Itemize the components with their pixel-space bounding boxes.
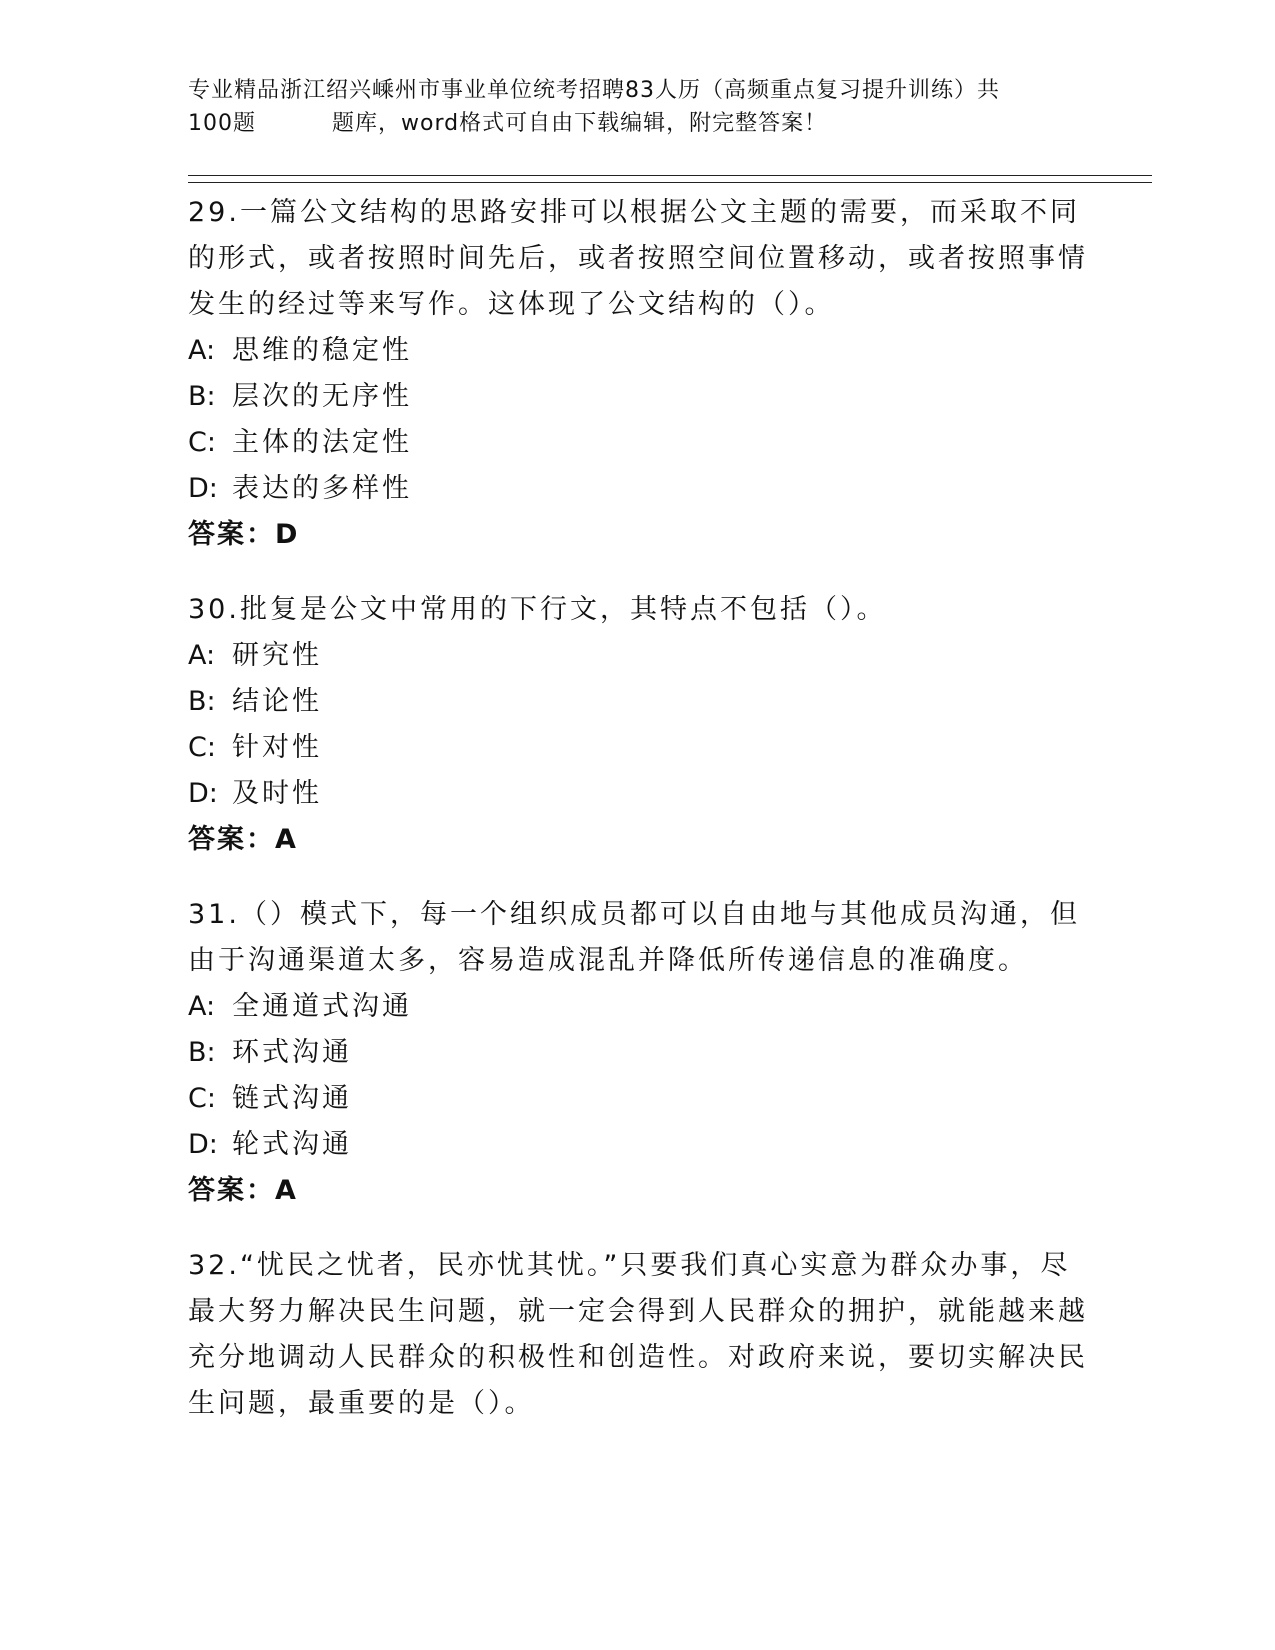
question-31 bbox=[188, 892, 1088, 1214]
question-32 bbox=[188, 1243, 1088, 1427]
option-letter: B: bbox=[188, 381, 216, 412]
option-d bbox=[188, 466, 1088, 512]
option-text: 层次的无序性 bbox=[232, 381, 412, 412]
option-letter: C: bbox=[188, 427, 216, 458]
option-b bbox=[188, 374, 1088, 420]
option-c bbox=[188, 1076, 1088, 1122]
option-text: 轮式沟通 bbox=[232, 1129, 352, 1160]
option-text: 研究性 bbox=[232, 640, 322, 671]
option-a bbox=[188, 984, 1088, 1030]
document-header bbox=[188, 74, 1088, 140]
option-letter: C: bbox=[188, 1083, 216, 1114]
option-letter: A: bbox=[188, 991, 216, 1022]
option-a bbox=[188, 633, 1088, 679]
option-b bbox=[188, 1030, 1088, 1076]
option-letter: B: bbox=[188, 686, 216, 717]
option-text: 结论性 bbox=[232, 686, 322, 717]
option-text: 全通道式沟通 bbox=[232, 991, 412, 1022]
option-c bbox=[188, 725, 1088, 771]
option-letter: C: bbox=[188, 732, 216, 763]
header-title-line-1: 专业精品浙江绍兴嵊州市事业单位统考招聘83人历（高频重点复习提升训练）共 bbox=[188, 78, 1000, 103]
option-d bbox=[188, 1122, 1088, 1168]
header-subtitle: 题库，word格式可自由下载编辑，附完整答案！ bbox=[332, 111, 828, 136]
option-d bbox=[188, 771, 1088, 817]
question-text: 29.一篇公文结构的思路安排可以根据公文主题的需要，而采取不同的形式，或者按照时间先后，或者按照空间位置移动，或者按照事情发生的经过等来写作。这体现了公文结构的（）。 bbox=[188, 197, 1088, 320]
option-letter: A: bbox=[188, 640, 216, 671]
option-letter: A: bbox=[188, 335, 216, 366]
question-29 bbox=[188, 190, 1088, 558]
option-b bbox=[188, 679, 1088, 725]
header-rule-bottom bbox=[188, 182, 1152, 183]
answer-label: 答案：D bbox=[188, 519, 300, 550]
question-30 bbox=[188, 587, 1088, 863]
option-text: 表达的多样性 bbox=[232, 473, 412, 504]
answer-label: 答案：A bbox=[188, 824, 298, 855]
option-letter: D: bbox=[188, 473, 218, 504]
option-text: 链式沟通 bbox=[232, 1083, 352, 1114]
option-letter: D: bbox=[188, 1129, 218, 1160]
question-text: 31.（）模式下，每一个组织成员都可以自由地与其他成员沟通，但由于沟通渠道太多，容易造成混乱并降低所传递信息的准确度。 bbox=[188, 899, 1080, 976]
option-text: 主体的法定性 bbox=[232, 427, 412, 458]
question-text: 32.“忧民之忧者，民亦忧其忧。”只要我们真心实意为群众办事，尽最大努力解决民生问题，就一定会得到人民群众的拥护，就能越来越充分地调动人民群众的积极性和创造性。对政府来说，要切实解决民生问题，最重要的是（）。 bbox=[188, 1250, 1088, 1419]
option-text: 及时性 bbox=[232, 778, 322, 809]
option-text: 针对性 bbox=[232, 732, 322, 763]
question-list bbox=[188, 190, 1088, 1456]
header-rule-top bbox=[188, 175, 1152, 176]
header-question-count: 100题 bbox=[188, 111, 256, 136]
question-text: 30.批复是公文中常用的下行文，其特点不包括（）。 bbox=[188, 594, 887, 625]
option-c bbox=[188, 420, 1088, 466]
answer-label: 答案：A bbox=[188, 1175, 298, 1206]
option-text: 环式沟通 bbox=[232, 1037, 352, 1068]
header-title-line-2 bbox=[188, 107, 1088, 140]
option-letter: D: bbox=[188, 778, 218, 809]
option-letter: B: bbox=[188, 1037, 216, 1068]
option-text: 思维的稳定性 bbox=[232, 335, 412, 366]
option-a bbox=[188, 328, 1088, 374]
